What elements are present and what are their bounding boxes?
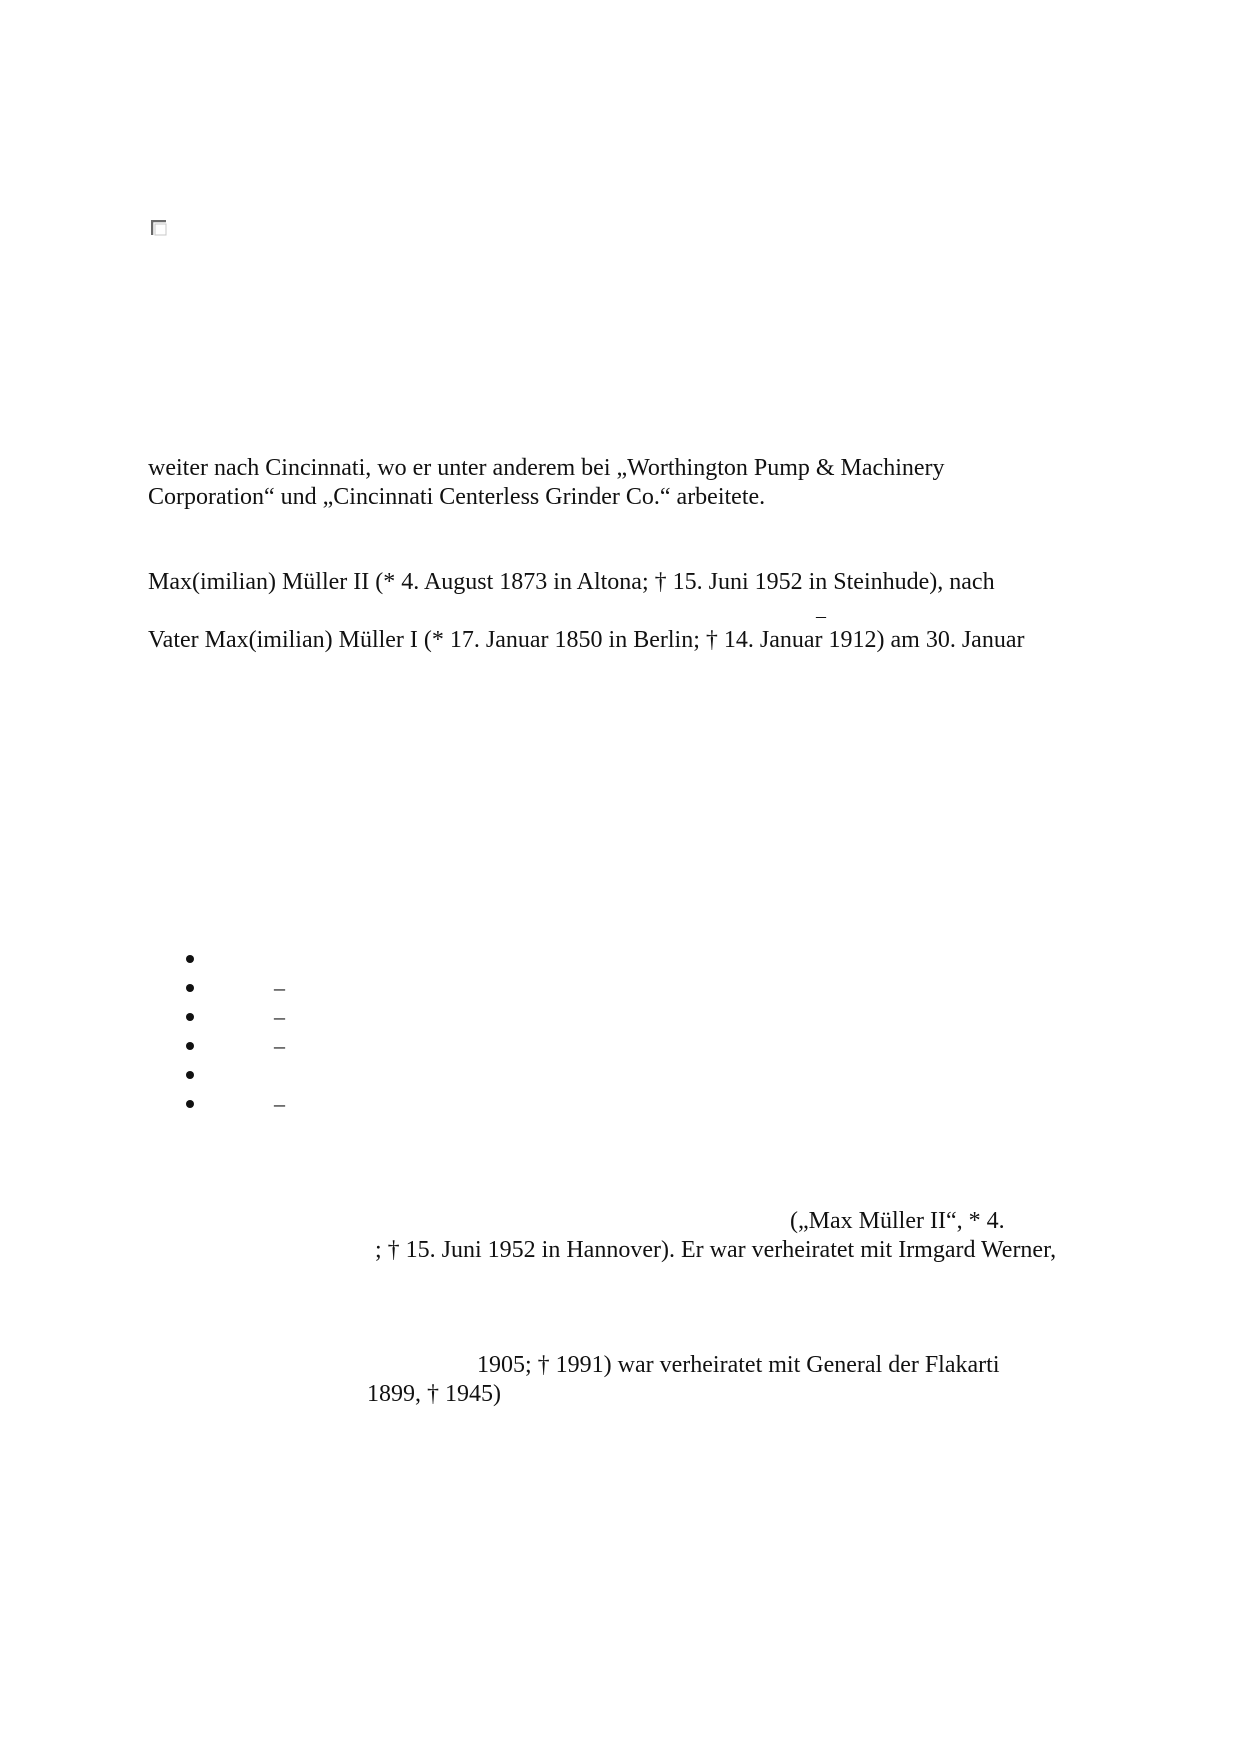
list-item-bullet <box>186 955 194 963</box>
list-item-bullet <box>186 1100 194 1108</box>
list-item-bullet <box>186 1013 194 1021</box>
list-item-bullet <box>186 1071 194 1079</box>
paragraph2-dash: – <box>816 605 826 627</box>
paragraph3-line2: ; † 15. Juni 1952 in Hannover). Er war verheiratet mit Irmgard Werner, <box>375 1237 1057 1263</box>
paragraph1-line1: weiter nach Cincinnati, wo er unter anderem bei „Worthington Pump & Machinery <box>148 455 945 481</box>
paragraph2-line1: Max(imilian) Müller II (* 4. August 1873 in Altona; † 15. Juni 1952 in Steinhude), nach <box>148 569 995 595</box>
corner-bracket-icon <box>151 220 167 236</box>
list-item-dash: – <box>274 1091 285 1116</box>
list-item-bullet <box>186 984 194 992</box>
paragraph4-line2: 1899, † 1945) <box>367 1381 501 1407</box>
list-item-bullet <box>186 1042 194 1050</box>
paragraph3-line1: („Max Müller II“, * 4. <box>790 1208 1005 1234</box>
paragraph4-line1: 1905; † 1991) war verheiratet mit General der Flakarti <box>477 1352 1000 1378</box>
list-item-dash: – <box>274 1033 285 1058</box>
paragraph2-line2: Vater Max(imilian) Müller I (* 17. Januar 1850 in Berlin; † 14. Januar 1912) am 30. Januar <box>148 627 1025 653</box>
paragraph1-line2: Corporation“ und „Cincinnati Centerless Grinder Co.“ arbeitete. <box>148 484 766 510</box>
list-item-dash: – <box>274 975 285 1000</box>
list-item-dash: – <box>274 1004 285 1029</box>
